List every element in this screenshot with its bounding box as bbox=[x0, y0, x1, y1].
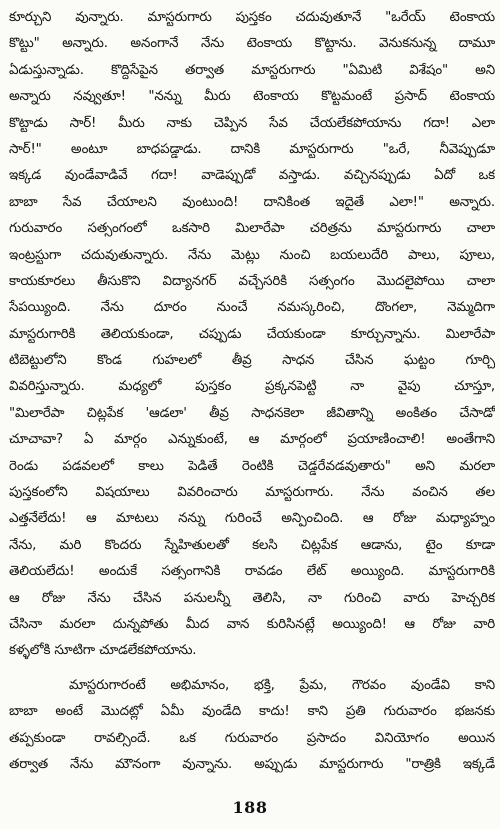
text-line: కూర్చుని వున్నారు. మాస్టరుగారు పుస్తకం చదువుతూనే "ఒరేయ్ టెంకాయ bbox=[9, 10, 495, 25]
text-line: వివరిస్తున్నారు. మధ్యలో పుస్తకం ప్రక్కనపెట్టి నా వైపు చూస్తూ, bbox=[9, 379, 495, 395]
paragraph-2 bbox=[9, 673, 495, 779]
text-line: ఎత్తనేలేదు! ఆ మాటలు నన్ను గురించే అన్పించింది. ఆ రోజు మధ్యాహ్నం bbox=[9, 511, 495, 527]
text-line: రెండు పడవలలో కాలు పెడితే రెంటికి చెడ్డరేవడవుతారు" అని మరలా bbox=[9, 458, 495, 474]
text-line: అన్నారు నవ్వుతూ! "నన్ను మీరు టెంకాయ కొట్టమంటే ప్రసాద్ టెంకాయ bbox=[9, 89, 495, 105]
body-text bbox=[9, 5, 495, 778]
text-line: నేను, మరి కొందరు స్నేహితులతో కలసి చిట్లపేక ఆడాను, టైం కూడా bbox=[9, 537, 495, 553]
text-line: ఆ రోజు నేను చేసిన పనులన్నీ తెలిసి, నా గురించి వారు హెచ్చరిక bbox=[9, 590, 495, 606]
text-line: సేపయ్యింది. నేను దూరం నుంచే నమస్కరించి, దొంగలా, నెమ్మదిగా bbox=[9, 300, 495, 316]
page-number: 188 bbox=[232, 798, 268, 817]
text-line: కాయకూరలు తీసుకొని విద్యానగర్ వచ్చేసరికి సత్సంగం మొదలైపోయి చాలా bbox=[9, 273, 495, 289]
text-line: టిబెట్టులోని కొండ గుహలలో తీవ్ర సాధన చేసిన ఘట్టం గూర్చి bbox=[9, 353, 495, 369]
text-line: బాబా అంటే మొదట్లో ఏమీ వుండేది కాదు! కాని ప్రతి గురువారం భజనకు bbox=[9, 704, 495, 720]
text-line: కొట్టు" అన్నారు. అనంగానే నేను టెంకాయ కొట్టాను. వెనుకనున్న దామూ bbox=[9, 36, 495, 52]
text-line: కళ్ళలోకి సూటిగా చూడలేకపోయాను. bbox=[9, 643, 197, 659]
text-line: ఇంట్రస్టుగా చదువుతున్నారు. నేను మెట్లు నుంచి బయలుదేరి పాలు, పూలు, bbox=[9, 247, 495, 263]
text-line: ఏడుస్తున్నాడు. కొద్దిసేపైన తర్వాత మాస్టరుగారు "ఏమిటి విశేషం" అని bbox=[9, 62, 495, 78]
text-line: మాస్టరుగారికి తెలియకుండా, చప్పుడు చేయకుండా కూర్చున్నాను. మిలారేపా bbox=[9, 326, 495, 342]
paragraph-1 bbox=[9, 5, 495, 665]
text-line: మాస్టరుగారంటే అభిమానం, భక్తి, ప్రేమ, గౌరవం వుండేవి కాని bbox=[69, 677, 495, 693]
text-line: తెలియలేదు! అందుకే సత్సంగానికి రావడం లేట్ అయ్యింది. మాస్టరుగారికి bbox=[9, 564, 495, 580]
text-line: "మిలారేపా చిట్లపేక 'ఆడలా' తీవ్ర సాధనకెలా జీవితాన్ని అంకితం చేసాడో bbox=[9, 405, 495, 421]
paragraph-gap bbox=[9, 665, 495, 673]
text-line: తప్పకుండా రావల్సిందే. ఒక గురువారం ప్రసాదం వినియోగం అయిన bbox=[9, 730, 495, 746]
text-line: బాబా సేవ చేయాలని వుంటుంది! దానికింత ఇదైతే ఎలా!" అన్నారు. bbox=[9, 194, 495, 210]
text-line: ఇక్కడ వుండేవాడివే గదా! వాడెప్పుడో వస్తాడు. వచ్చినప్పుడు ఏదో ఒక bbox=[9, 168, 495, 184]
text-line: సార్!" అంటూ బాధపడ్డాడు. దానికి మాస్టరుగారు "ఒరే, నీవెప్పుడూ bbox=[9, 141, 495, 157]
text-line: తర్వాత నేను మౌనంగా వున్నాను. అప్పుడు మాస్టరుగారు "రాత్రికి ఇక్కడే bbox=[9, 756, 495, 772]
text-line: గురువారం సత్సంగంలో ఒకసారి మిలారేపా చరిత్రను మాస్టరుగారు చాలా bbox=[9, 221, 495, 237]
text-line: పుస్తకంలోని విషయాలు వివరించారు మాస్టరుగారు. నేను వంచిన తల bbox=[9, 485, 495, 501]
text-line: చేసినా మరలా దున్నపోతు మీద వాన కురిసినట్లే అయ్యింది! ఆ రోజు వారి bbox=[9, 616, 495, 632]
text-line: చూచావా? ఏ మార్గం ఎన్నుకుంటే, ఆ మార్గంలో ప్రయాణించాలి! అంతేగాని bbox=[9, 432, 495, 448]
text-line: కొట్టాడు సార్! మీరు నాకు చెప్పిన సేవ చేయలేకపోయాను గదా! ఎలా bbox=[9, 115, 495, 131]
